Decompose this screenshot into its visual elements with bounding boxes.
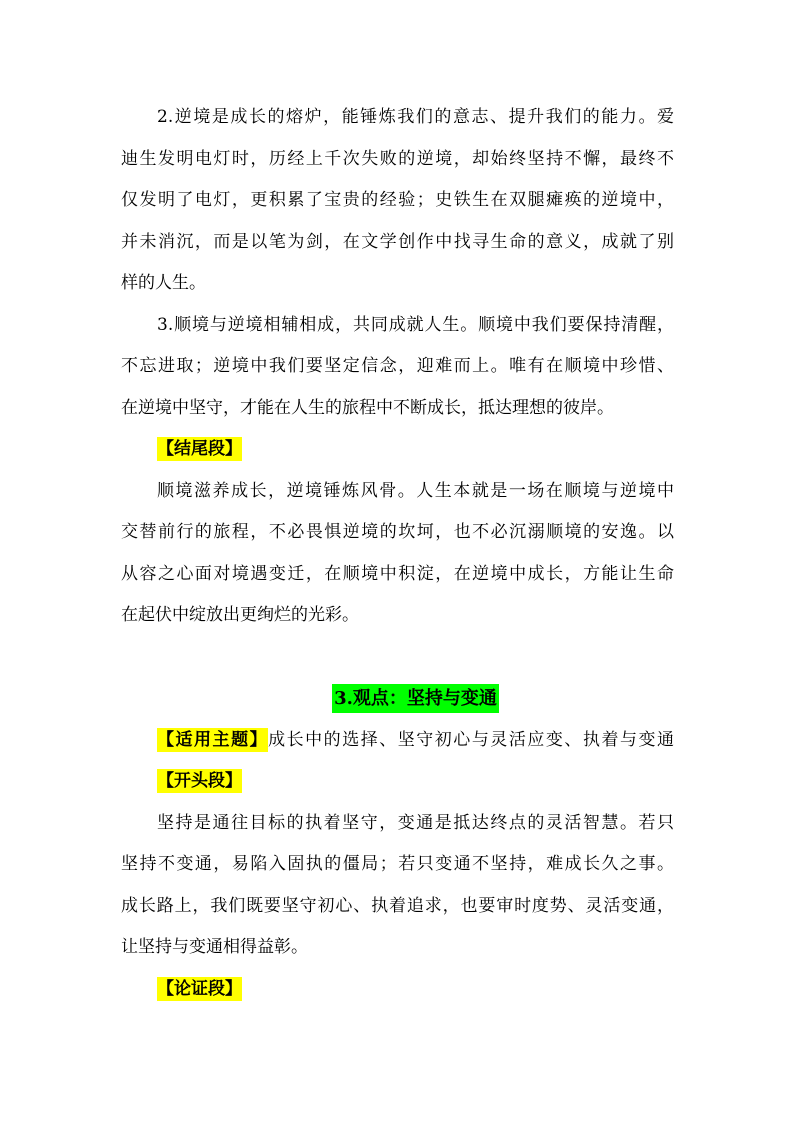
- paragraph-line: 坚持不变通，易陷入固执的僵局；若只变通不坚持，难成长久之事。: [121, 854, 674, 874]
- highlighted-label: 【开头段】: [157, 771, 242, 791]
- paragraph-opening: [121, 803, 674, 969]
- paragraph-complement: [121, 305, 674, 430]
- section-label-opening: [121, 761, 674, 803]
- paragraph-line: 坚持是通往目标的执着坚守，变通是抵达终点的灵活智慧。若只: [157, 812, 674, 833]
- highlighted-label: 【论证段】: [157, 978, 242, 999]
- paragraph-line: 让坚持与变通相得益彰。: [121, 937, 308, 957]
- section-label-ending: [121, 429, 674, 471]
- paragraph-line: 不忘进取；逆境中我们要坚定信念，迎难而上。唯有在顺境中珍惜、: [121, 356, 674, 376]
- paragraph-line: 在起伏中绽放出更绚烂的光彩。: [121, 605, 359, 625]
- paragraph-ending: [121, 471, 674, 637]
- paragraph-line: 在逆境中坚守，才能在人生的旅程中不断成长，抵达理想的彼岸。: [121, 397, 614, 418]
- document-body: [121, 97, 674, 1010]
- paragraph-line: 迪生发明电灯时，历经上千次失败的逆境，却始终坚持不懈，最终不: [121, 148, 674, 169]
- viewpoint-heading: [121, 678, 674, 720]
- blank-line: [121, 637, 674, 679]
- paragraph-line: 样的人生。: [121, 273, 206, 293]
- paragraph-adversity: [121, 97, 674, 305]
- highlighted-label: 【结尾段】: [157, 439, 242, 459]
- section-label-argument: [121, 969, 674, 1011]
- paragraph-line: 交替前行的旅程，不必畏惧逆境的坎坷，也不必沉溺顺境的安逸。以: [121, 522, 674, 542]
- theme-line: [121, 720, 674, 762]
- theme-text: 成长中的选择、坚守初心与灵活应变、执着与变通: [268, 729, 674, 750]
- paragraph-line: 从容之心面对境遇变迁，在顺境中积淀，在逆境中成长，方能让生命: [121, 563, 674, 584]
- paragraph-line: 2.逆境是成长的熔炉，能锤炼我们的意志、提升我们的能力。爱: [157, 107, 674, 127]
- paragraph-line: 并未消沉，而是以笔为剑，在文学创作中找寻生命的意义，成就了别: [121, 231, 674, 252]
- heading-text: 3.观点：坚持与变通: [332, 684, 499, 713]
- theme-label: 【适用主题】: [157, 729, 269, 750]
- paragraph-line: 3.顺境与逆境相辅相成，共同成就人生。顺境中我们要保持清醒，: [157, 314, 674, 335]
- paragraph-line: 仅发明了电灯，更积累了宝贵的经验；史铁生在双腿瘫痪的逆境中，: [121, 190, 674, 210]
- paragraph-line: 成长路上，我们既要坚守初心、执着追求，也要审时度势、灵活变通，: [121, 895, 674, 916]
- paragraph-line: 顺境滋养成长，逆境锤炼风骨。人生本就是一场在顺境与逆境中: [157, 480, 674, 501]
